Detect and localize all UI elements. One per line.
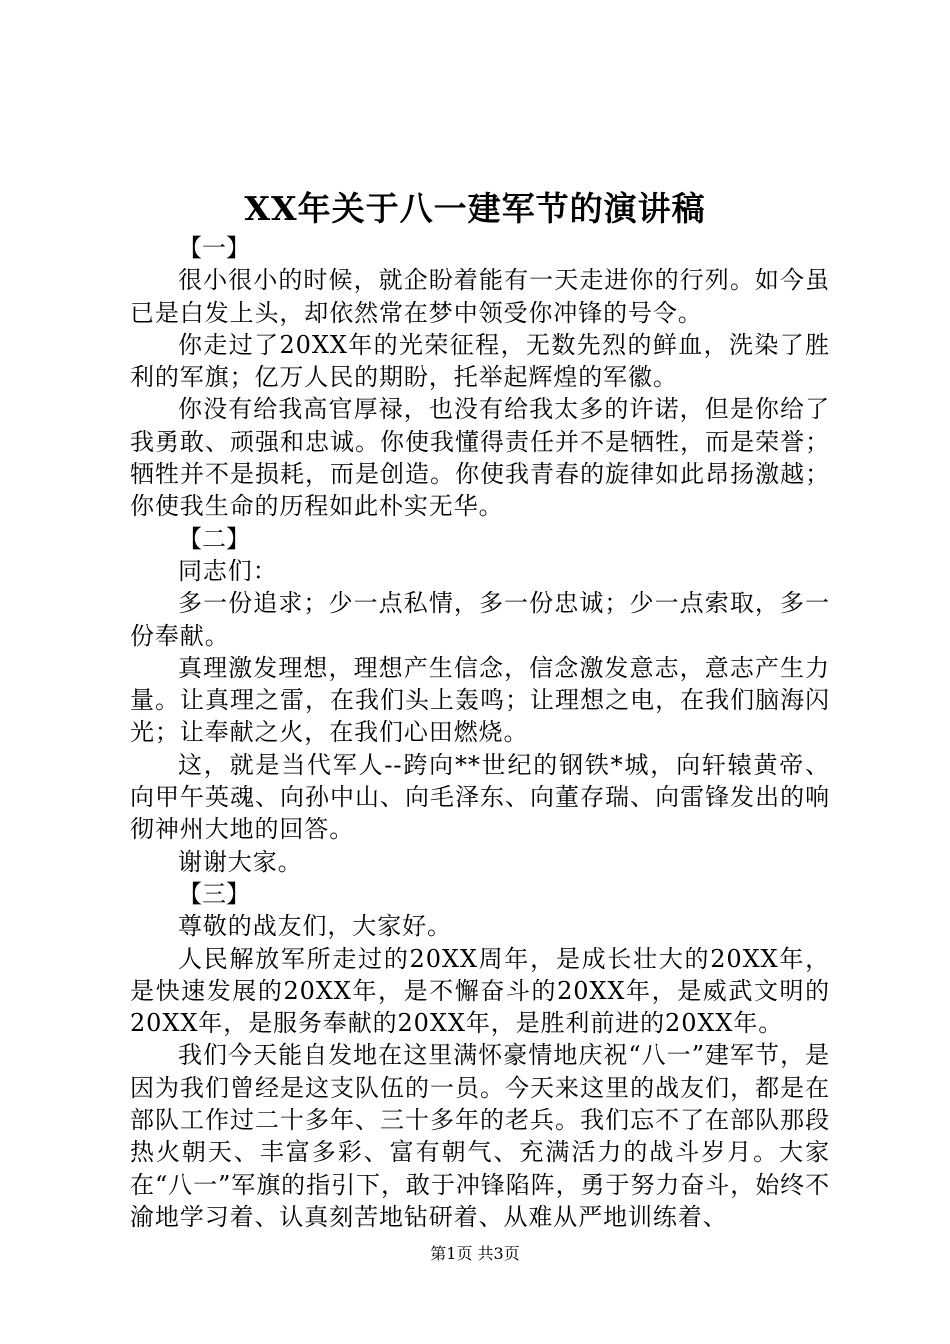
- paragraph: 很小很小的时候，就企盼着能有一天走进你的行列。如今虽已是白发上头，却依然常在梦中领受你冲锋的号令。: [130, 266, 830, 327]
- paragraph: 同志们：: [178, 556, 278, 585]
- section-heading-2: 【二】: [178, 524, 250, 553]
- paragraph: 你没有给我高官厚禄，也没有给我太多的许诺，但是你给了我勇敢、顽强和忠诚。你使我懂得责任并不是牺牲，而是荣誉；牺牲并不是损耗，而是创造。你使我青春的旋律如此昂扬激越；你使我生命的历程如此朴实无华。: [130, 395, 830, 521]
- document-title: XX年关于八一建军节的演讲稿: [244, 189, 706, 228]
- document-body: [130, 232, 830, 1233]
- paragraph: 尊敬的战友们，大家好。: [178, 912, 452, 941]
- paragraph: 我们今天能自发地在这里满怀豪情地庆祝“八一”建军节，是因为我们曾经是这支队伍的一员。今天来这里的战友们，都是在部队工作过二十多年、三十多年的老兵。我们忘不了在部队那段热火朝天、丰富多彩、富有朝气、充满活力的战斗岁月。大家在“八一”军旗的指引下，敢于冲锋陷阵，勇于努力奋斗，始终不渝地学习着、认真刻苦地钻研着、从难从严地训练着、: [130, 1041, 830, 1231]
- paragraph: 人民解放军所走过的20XX周年，是成长壮大的20XX年，是快速发展的20XX年，是不懈奋斗的20XX年，是威武文明的20XX年，是服务奉献的20XX年，是胜利前进的20XX年。: [130, 944, 830, 1038]
- page-footer: 第1页 共3页: [430, 1244, 520, 1263]
- section-heading-1: 【一】: [178, 234, 250, 262]
- paragraph: 这，就是当代军人--跨向**世纪的钢铁*城，向轩辕黄帝、向甲午英魂、向孙中山、向毛泽东、向董存瑞、向雷锋发出的响彻神州大地的回答。: [130, 750, 830, 844]
- section-heading-3: 【三】: [178, 879, 250, 908]
- paragraph: 你走过了20XX年的光荣征程，无数先烈的鲜血，洗染了胜利的军旗；亿万人民的期盼，托举起辉煌的军徽。: [130, 330, 830, 392]
- paragraph: 真理激发理想，理想产生信念，信念激发意志，意志产生力量。让真理之雷，在我们头上轰鸣；让理想之电，在我们脑海闪光；让奉献之火，在我们心田燃烧。: [130, 653, 830, 747]
- paragraph: 多一份追求；少一点私情，多一份忠诚；少一点索取，多一份奉献。: [130, 589, 830, 650]
- paragraph: 谢谢大家。: [178, 847, 303, 876]
